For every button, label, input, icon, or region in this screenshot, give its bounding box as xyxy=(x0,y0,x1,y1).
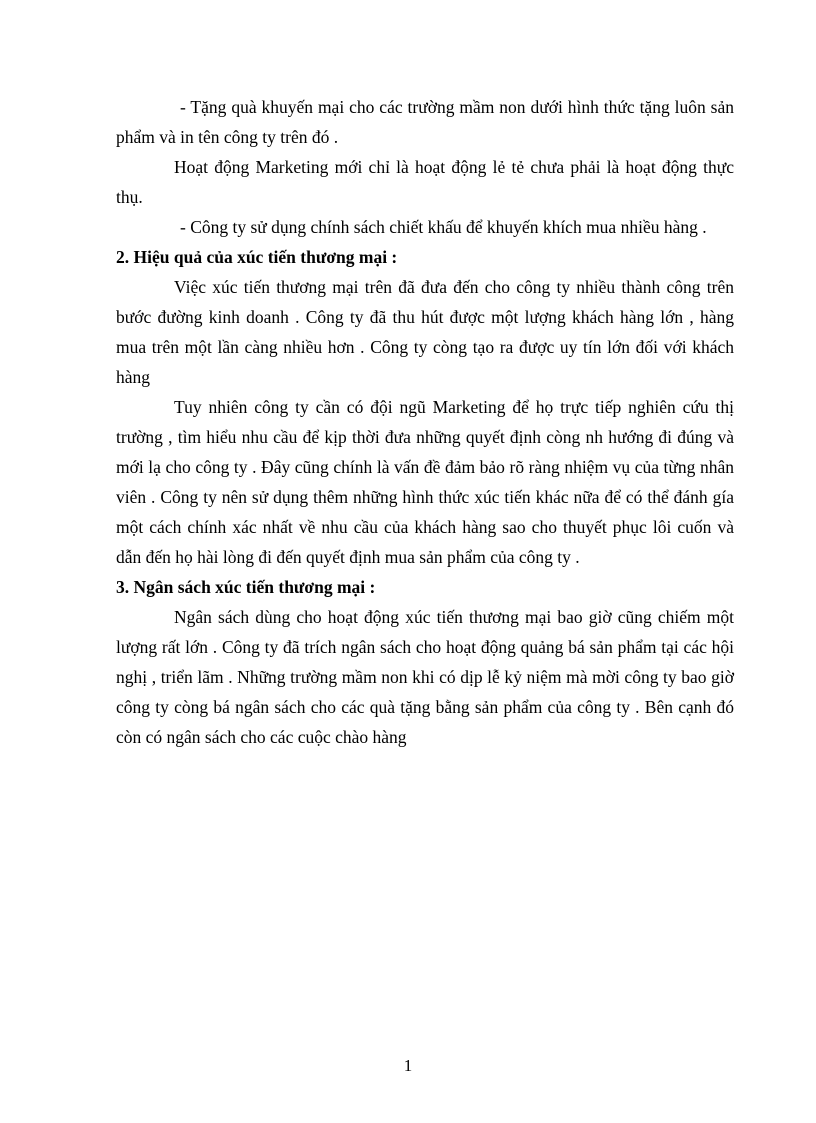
page-number: 1 xyxy=(403,1056,413,1075)
document-body xyxy=(116,92,734,752)
section-heading-3: 3. Ngân sách xúc tiến thương mại : xyxy=(116,577,376,597)
section-heading-2: 2. Hiệu quả của xúc tiến thương mại : xyxy=(116,247,398,267)
paragraph-promotion-results: Việc xúc tiến thương mại trên đã đưa đến cho công ty nhiều thành công trên bước đường kinh doanh . Công ty đã thu hút được một lượng khách hàng lớn , hàng mua trên một lần càng nhiều hơn . Công ty còng tạo ra được uy tín lớn đối với khách hàng xyxy=(116,277,734,387)
bullet-discount-policy: - Công ty sử dụng chính sách chiết khấu để khuyến khích mua nhiều hàng . xyxy=(180,217,707,237)
bullet-gift-promotion: - Tặng quà khuyến mại cho các trường mầm non dưới hình thức tặng luôn sản phẩm và in tên công ty trên đó . xyxy=(116,97,734,147)
paragraph-marketing-activity: Hoạt động Marketing mới chỉ là hoạt động lẻ tẻ chưa phải là hoạt động thực thụ. xyxy=(116,157,734,207)
paragraph-promotion-budget: Ngân sách dùng cho hoạt động xúc tiến thương mại bao giờ cũng chiếm một lượng rất lớn . Công ty đã trích ngân sách cho hoạt động quảng bá sản phẩm tại các hội nghị , triển lãm . Những trường mầm non khi có dịp lễ kỷ niệm mà mời công ty bao giờ công ty còng bá ngân sách cho các quà tặng bằng sản phẩm của công ty . Bên cạnh đó còn có ngân sách cho các cuộc chào hàng xyxy=(116,607,734,747)
paragraph-marketing-team: Tuy nhiên công ty cần có đội ngũ Marketing để họ trực tiếp nghiên cứu thị trường , tìm hiểu nhu cầu để kịp thời đưa những quyết định còng nh hướng đi đúng và mới lạ cho công ty . Đây cũng chính là vấn đề đảm bảo rõ ràng nhiệm vụ của từng nhân viên . Công ty nên sử dụng thêm những hình thức xúc tiến khác nữa để có thể đánh gía một cách chính xác nhất về nhu cầu của khách hàng sao cho thuyết phục lôi cuốn và dẫn đến họ hài lòng đi đến quyết định mua sản phẩm của công ty . xyxy=(116,397,734,567)
